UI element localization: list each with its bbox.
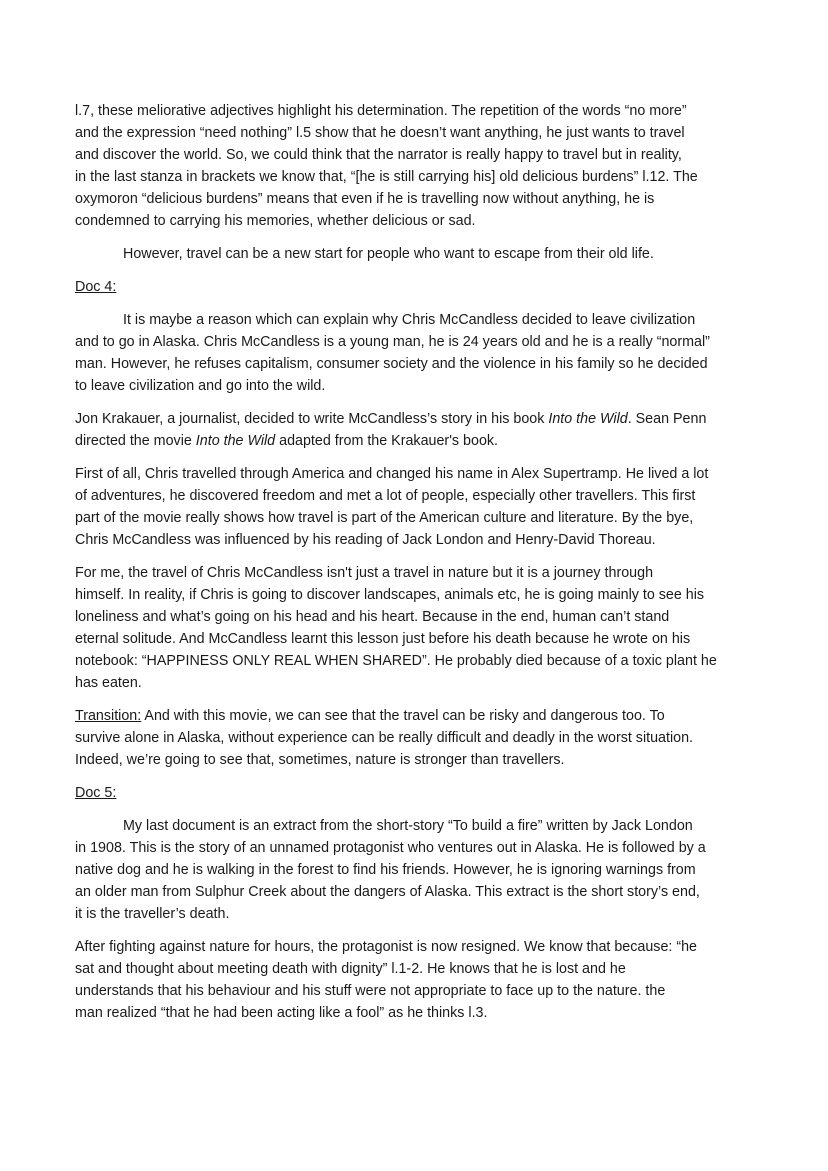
- paragraph-krakauer: [75, 408, 755, 452]
- text-line: Chris McCandless was influenced by his reading of Jack London and Henry-David Thoreau.: [75, 532, 656, 548]
- text-line: native dog and he is walking in the forest to find his friends. However, he is ignoring warnings from: [75, 862, 696, 878]
- paragraph-to-build-a-fire: [75, 815, 755, 925]
- text-line: l.7, these meliorative adjectives highlight his determination. The repetition of the words “no more”: [75, 103, 687, 119]
- text-line: eternal solitude. And McCandless learnt this lesson just before his death because he wrote on his: [75, 631, 691, 647]
- text-line: and the expression “need nothing” l.5 show that he doesn’t want anything, he just wants to travel: [75, 125, 685, 141]
- text-line: condemned to carrying his memories, whether delicious or sad.: [75, 213, 476, 229]
- book-title: Into the Wild: [548, 411, 628, 427]
- text-line: It is maybe a reason which can explain why Chris McCandless decided to leave civilization: [123, 312, 696, 328]
- text-line: an older man from Sulphur Creek about the dangers of Alaska. This extract is the short story’s end,: [75, 884, 700, 900]
- text-line: Indeed, we’re going to see that, sometimes, nature is stronger than travellers.: [75, 752, 565, 768]
- movie-title: Into the Wild: [195, 433, 276, 449]
- text-line: part of the movie really shows how travel is part of the American culture and literature. By the bye,: [75, 510, 694, 526]
- text-line: himself. In reality, if Chris is going to discover landscapes, animals etc, he is going mainly to see his: [75, 587, 705, 603]
- text-segment: And with this movie, we can see that the travel can be risky and dangerous too. To: [141, 708, 665, 724]
- text-line: understands that his behaviour and his stuff were not appropriate to face up to the nature. the: [75, 983, 666, 999]
- text-segment: Jon Krakauer, a journalist, decided to write McCandless’s story in his book: [75, 411, 549, 427]
- text-segment: adapted from the Krakauer's book.: [275, 433, 499, 449]
- text-line: For me, the travel of Chris McCandless isn't just a travel in nature but it is a journey through: [75, 565, 654, 581]
- paragraph-journey-himself: [75, 562, 755, 694]
- text-line: [75, 705, 755, 727]
- text-line: to leave civilization and go into the wild.: [75, 378, 326, 394]
- text-line: in 1908. This is the story of an unnamed protagonist who ventures out in Alaska. He is followed by a: [75, 840, 706, 856]
- doc5-heading: Doc 5:: [75, 785, 117, 801]
- text-line: has eaten.: [75, 675, 142, 691]
- transition-label: Transition:: [75, 708, 142, 724]
- text-line: [75, 430, 755, 452]
- text-line: loneliness and what’s going on his head and his heart. Because in the end, human can’t stand: [75, 609, 670, 625]
- paragraph-transition: [75, 705, 755, 771]
- text-line: sat and thought about meeting death with dignity” l.1-2. He knows that he is lost and he: [75, 961, 626, 977]
- text-line: notebook: “HAPPINESS ONLY REAL WHEN SHARED”. He probably died because of a toxic plant he: [75, 653, 717, 669]
- paragraph-mccandless-intro: [75, 309, 755, 397]
- text-segment: . Sean Penn: [627, 411, 707, 427]
- paragraph-transition-new-start: However, travel can be a new start for people who want to escape from their old life.: [123, 246, 654, 262]
- text-line: First of all, Chris travelled through America and changed his name in Alex Supertramp. He lived a lot: [75, 466, 709, 482]
- text-line: of adventures, he discovered freedom and met a lot of people, especially other travellers. This first: [75, 488, 696, 504]
- text-line: man realized “that he had been acting like a fool” as he thinks l.3.: [75, 1005, 488, 1021]
- text-line: oxymoron “delicious burdens” means that even if he is travelling now without anything, he is: [75, 191, 655, 207]
- paragraph-poem-analysis: [75, 100, 755, 232]
- paragraph-travel-america: [75, 463, 755, 551]
- text-line: survive alone in Alaska, without experience can be really difficult and deadly in the worst situation.: [75, 730, 694, 746]
- text-line: My last document is an extract from the short-story “To build a fire” written by Jack London: [123, 818, 693, 834]
- document-page: [75, 100, 755, 1035]
- text-line: it is the traveller’s death.: [75, 906, 230, 922]
- text-line: in the last stanza in brackets we know that, “[he is still carrying his] old delicious burdens” l.12. The: [75, 169, 698, 185]
- text-line: [75, 408, 755, 430]
- text-line: man. However, he refuses capitalism, consumer society and the violence in his family so he decided: [75, 356, 708, 372]
- doc4-heading: Doc 4:: [75, 279, 117, 295]
- text-line: and to go in Alaska. Chris McCandless is a young man, he is 24 years old and he is a really “normal”: [75, 334, 710, 350]
- paragraph-protagonist-resigned: [75, 936, 755, 1024]
- text-segment: directed the movie: [75, 433, 196, 449]
- text-line: After fighting against nature for hours, the protagonist is now resigned. We know that because: “he: [75, 939, 698, 955]
- text-line: and discover the world. So, we could think that the narrator is really happy to travel but in reality,: [75, 147, 682, 163]
